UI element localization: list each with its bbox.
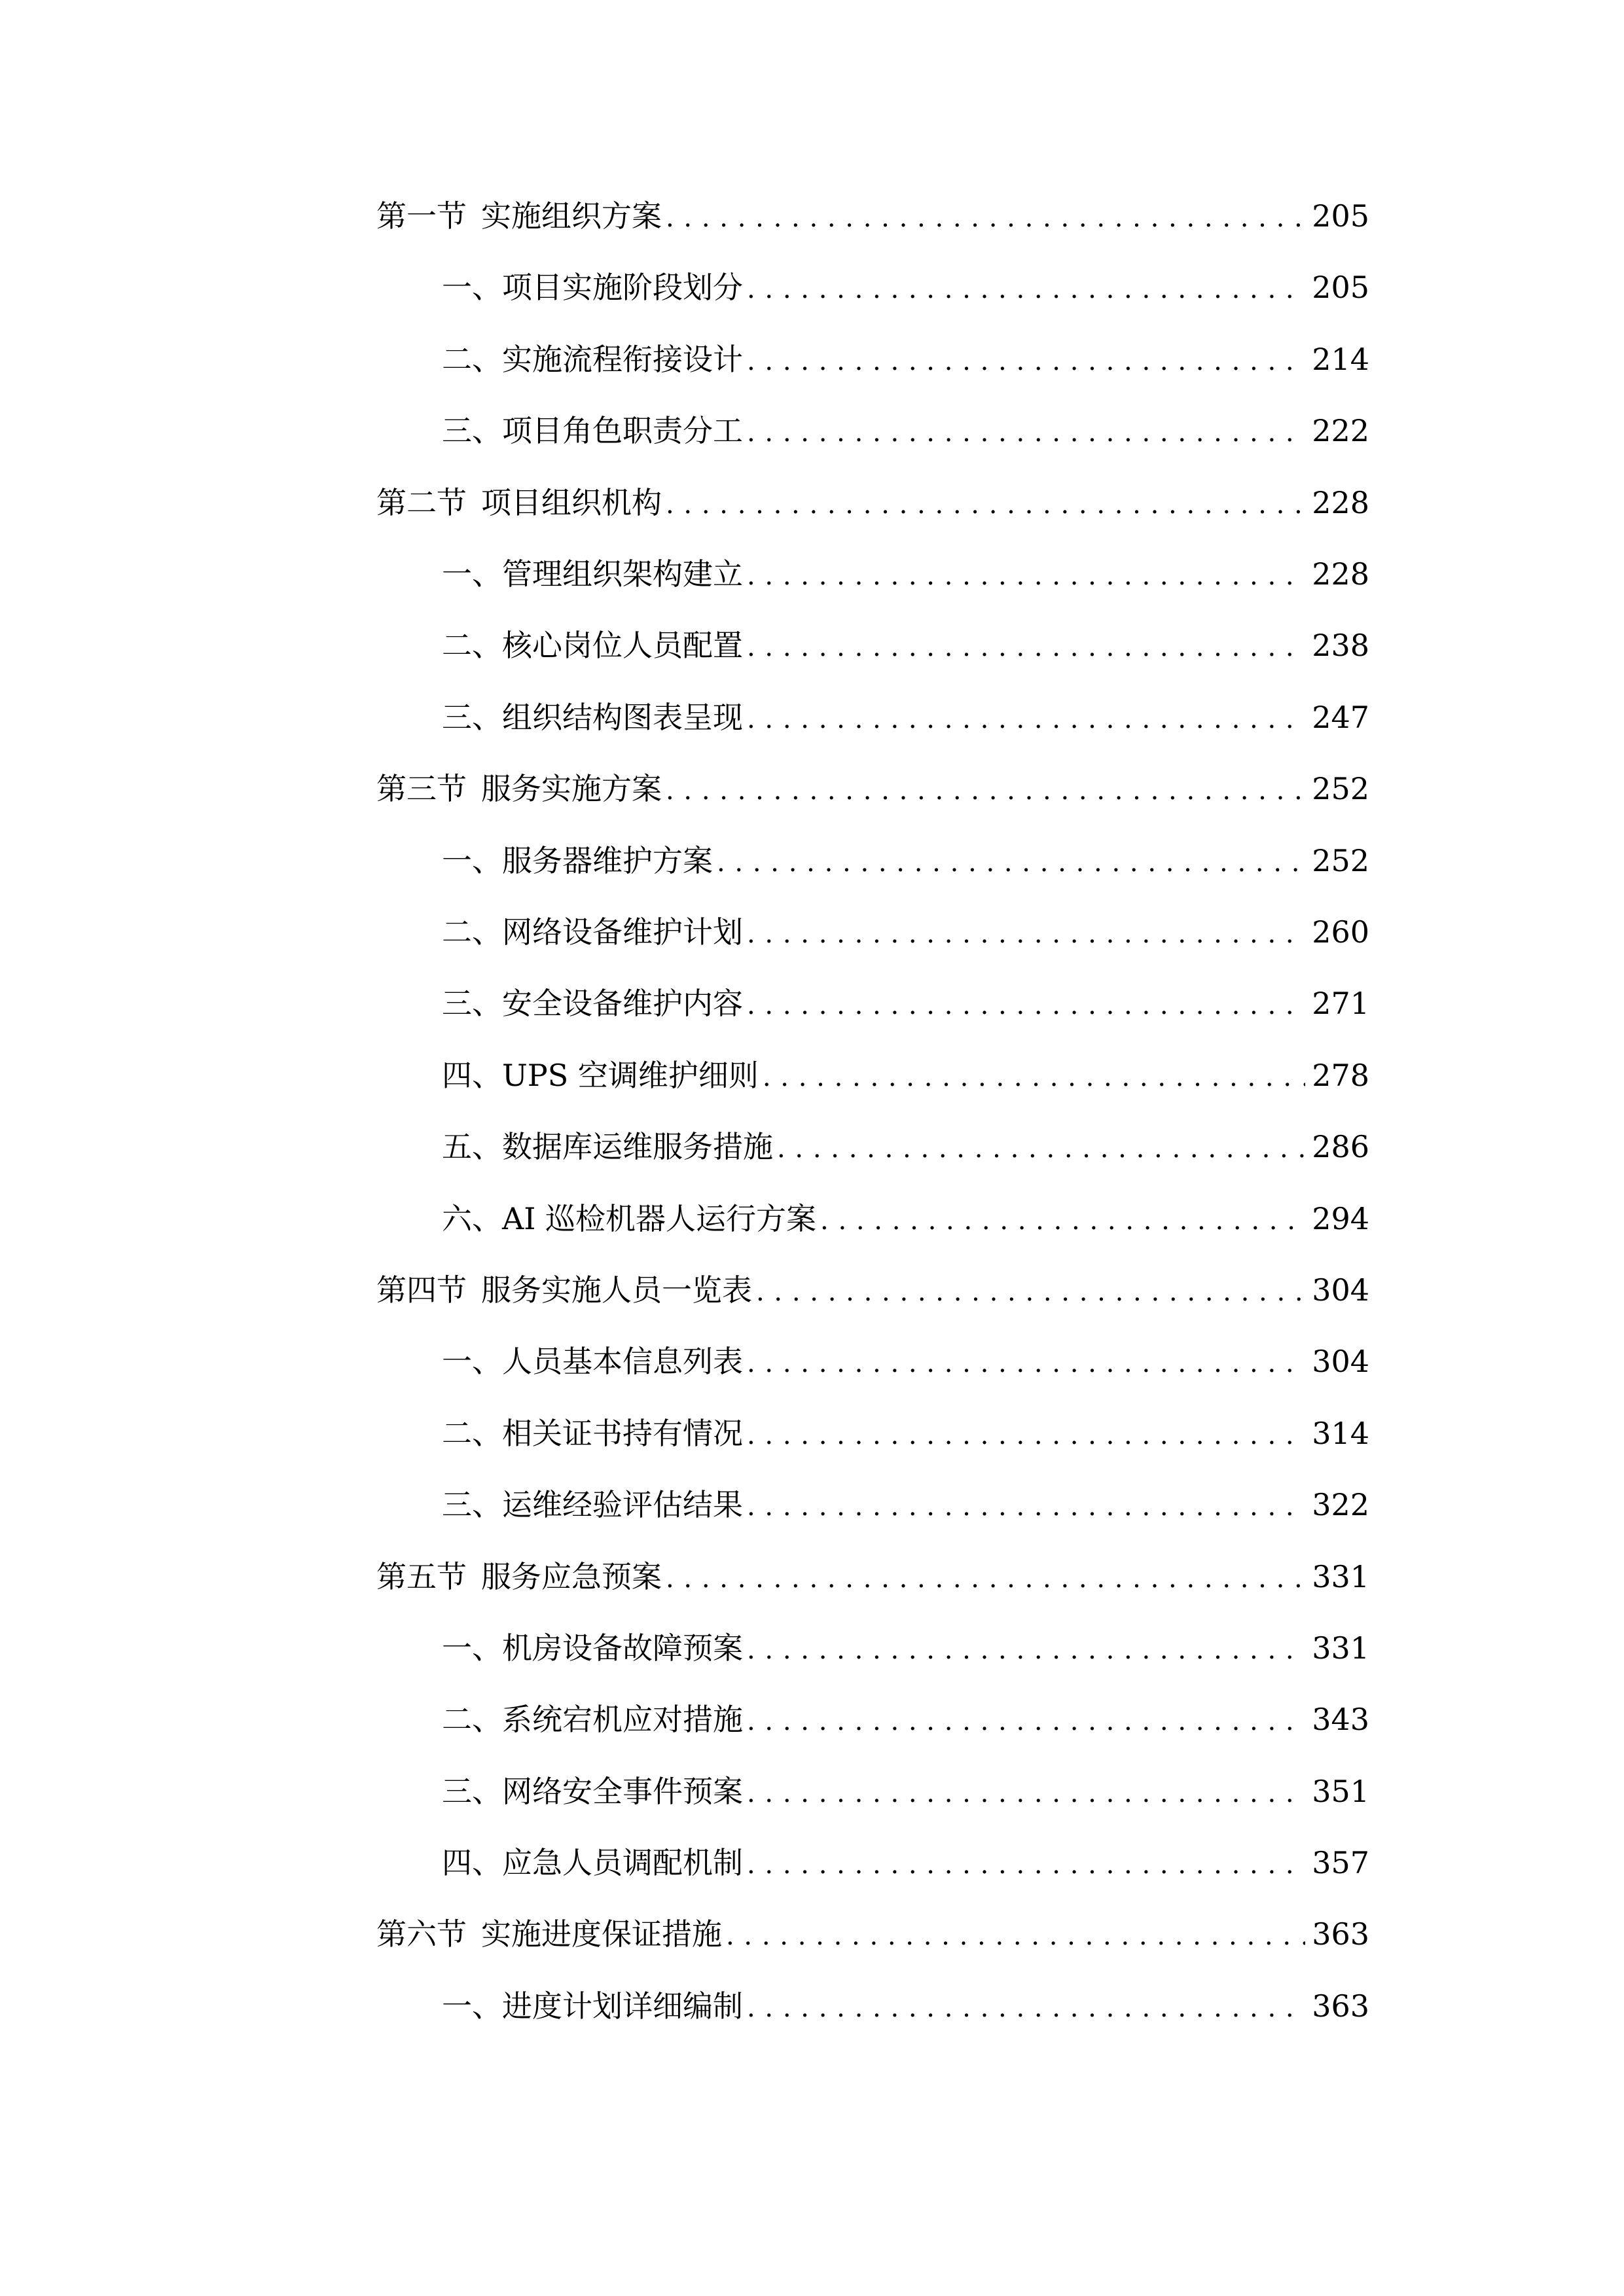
item-number: 三、 xyxy=(442,986,502,1021)
item-number: 一、 xyxy=(442,270,502,305)
toc-item-entry[interactable] xyxy=(442,1193,1369,1245)
entry-title: 实施流程衔接设计 xyxy=(502,342,743,377)
dot-leader xyxy=(747,1695,1305,1748)
item-number: 二、 xyxy=(442,628,502,663)
toc-item-entry[interactable] xyxy=(442,691,1369,744)
item-number: 四、 xyxy=(442,1058,502,1093)
entry-title: 运维经验评估结果 xyxy=(502,1487,743,1522)
item-number: 一、 xyxy=(442,1630,502,1666)
item-number: 二、 xyxy=(442,1702,502,1737)
item-number: 三、 xyxy=(442,413,502,448)
toc-section-entry[interactable] xyxy=(376,1551,1369,1603)
dot-leader xyxy=(666,764,1305,817)
page-number: 214 xyxy=(1312,342,1369,377)
entry-title: 服务实施方案 xyxy=(481,771,662,806)
dot-leader xyxy=(747,335,1305,387)
entry-title: 相关证书持有情况 xyxy=(502,1416,743,1451)
toc-item-entry[interactable] xyxy=(442,1693,1369,1746)
toc-item-entry[interactable] xyxy=(442,1765,1369,1818)
item-number: 三、 xyxy=(442,1487,502,1522)
toc-section-entry[interactable] xyxy=(376,476,1369,529)
page-number: 205 xyxy=(1312,270,1369,305)
dot-leader xyxy=(747,1767,1305,1820)
dot-leader xyxy=(747,1624,1305,1676)
toc-item-entry[interactable] xyxy=(442,333,1369,386)
item-number: 二、 xyxy=(442,342,502,377)
dot-leader xyxy=(747,406,1305,459)
entry-title: 安全设备维护内容 xyxy=(502,986,743,1021)
toc-item-entry[interactable] xyxy=(442,1121,1369,1173)
toc-item-entry[interactable] xyxy=(442,1980,1369,2032)
item-number: 一、 xyxy=(442,1344,502,1379)
dot-leader xyxy=(747,693,1305,745)
page-number: 228 xyxy=(1312,556,1369,592)
item-number: 四、 xyxy=(442,1845,502,1880)
toc-section-entry[interactable] xyxy=(376,762,1369,815)
page-number: 343 xyxy=(1312,1702,1369,1737)
page-number: 260 xyxy=(1312,914,1369,950)
toc-item-entry[interactable] xyxy=(442,977,1369,1030)
page-number: 304 xyxy=(1312,1344,1369,1379)
entry-title: 服务应急预案 xyxy=(481,1559,662,1594)
dot-leader xyxy=(747,979,1305,1031)
page-number: 357 xyxy=(1312,1845,1369,1880)
toc-item-entry[interactable] xyxy=(442,1837,1369,1889)
item-number: 三、 xyxy=(442,700,502,735)
toc-item-entry[interactable] xyxy=(442,1407,1369,1460)
page-number: 331 xyxy=(1312,1630,1369,1666)
page-number: 351 xyxy=(1312,1774,1369,1809)
entry-title: AI 巡检机器人运行方案 xyxy=(502,1201,817,1236)
dot-leader xyxy=(747,1480,1305,1533)
section-number: 第二节 xyxy=(376,485,467,520)
dot-leader xyxy=(747,550,1305,602)
dot-leader xyxy=(747,1409,1305,1462)
item-number: 五、 xyxy=(442,1129,502,1164)
entry-title: 人员基本信息列表 xyxy=(502,1344,743,1379)
toc-item-entry[interactable] xyxy=(442,548,1369,600)
page-number: 294 xyxy=(1312,1201,1369,1236)
entry-title: UPS 空调维护细则 xyxy=(502,1058,759,1093)
entry-title: 网络设备维护计划 xyxy=(502,914,743,950)
entry-title: 管理组织架构建立 xyxy=(502,556,743,592)
item-number: 二、 xyxy=(442,914,502,950)
item-number: 三、 xyxy=(442,1774,502,1809)
dot-leader xyxy=(747,263,1305,315)
dot-leader xyxy=(747,1337,1305,1390)
item-number: 一、 xyxy=(442,556,502,592)
dot-leader xyxy=(747,908,1305,960)
entry-title: 实施进度保证措施 xyxy=(481,1916,722,1952)
page-number: 252 xyxy=(1312,771,1369,806)
section-number: 第五节 xyxy=(376,1559,467,1594)
entry-title: 服务实施人员一览表 xyxy=(481,1272,752,1308)
toc-item-entry[interactable] xyxy=(442,834,1369,887)
entry-title: 机房设备故障预案 xyxy=(502,1630,743,1666)
entry-title: 项目角色职责分工 xyxy=(502,413,743,448)
dot-leader xyxy=(666,1552,1305,1605)
toc-item-entry[interactable] xyxy=(442,1479,1369,1531)
page-number: 304 xyxy=(1312,1272,1369,1308)
entry-title: 项目组织机构 xyxy=(481,485,662,520)
toc-section-entry[interactable] xyxy=(376,1264,1369,1316)
dot-leader xyxy=(726,1910,1305,1962)
toc-item-entry[interactable] xyxy=(442,404,1369,457)
entry-title: 网络安全事件预案 xyxy=(502,1774,743,1809)
page-number: 286 xyxy=(1312,1129,1369,1164)
entry-title: 数据库运维服务措施 xyxy=(502,1129,773,1164)
section-number: 第六节 xyxy=(376,1916,467,1952)
entry-title: 项目实施阶段划分 xyxy=(502,270,743,305)
entry-title: 核心岗位人员配置 xyxy=(502,628,743,663)
page-number: 222 xyxy=(1312,413,1369,448)
dot-leader xyxy=(666,192,1305,244)
entry-title: 服务器维护方案 xyxy=(502,843,713,878)
dot-leader xyxy=(747,1982,1305,2034)
toc-section-entry[interactable] xyxy=(376,1908,1369,1960)
page-number: 278 xyxy=(1312,1058,1369,1093)
toc-section-entry[interactable] xyxy=(376,190,1369,242)
page-number: 247 xyxy=(1312,700,1369,735)
toc-item-entry[interactable] xyxy=(442,1335,1369,1388)
dot-leader xyxy=(717,836,1305,889)
page-number: 205 xyxy=(1312,198,1369,234)
page-number: 322 xyxy=(1312,1487,1369,1522)
page-number: 271 xyxy=(1312,986,1369,1021)
toc-item-entry[interactable] xyxy=(442,261,1369,314)
dot-leader xyxy=(777,1122,1305,1175)
item-number: 一、 xyxy=(442,843,502,878)
page-number: 314 xyxy=(1312,1416,1369,1451)
toc-item-entry[interactable] xyxy=(442,1622,1369,1674)
page-number: 331 xyxy=(1312,1559,1369,1594)
entry-title: 进度计划详细编制 xyxy=(502,1988,743,2024)
page-number: 238 xyxy=(1312,628,1369,663)
section-number: 第三节 xyxy=(376,771,467,806)
item-number: 二、 xyxy=(442,1416,502,1451)
entry-title: 实施组织方案 xyxy=(481,198,662,234)
dot-leader xyxy=(820,1194,1305,1247)
section-number: 第四节 xyxy=(376,1272,467,1308)
dot-leader xyxy=(756,1266,1305,1318)
section-number: 第一节 xyxy=(376,198,467,234)
page-number: 363 xyxy=(1312,1916,1369,1952)
page-number: 252 xyxy=(1312,843,1369,878)
toc-item-entry[interactable] xyxy=(442,906,1369,958)
item-number: 一、 xyxy=(442,1988,502,2024)
entry-title: 组织结构图表呈现 xyxy=(502,700,743,735)
dot-leader xyxy=(763,1051,1305,1103)
page-number: 363 xyxy=(1312,1988,1369,2024)
entry-title: 系统宕机应对措施 xyxy=(502,1702,743,1737)
dot-leader xyxy=(666,478,1305,531)
toc-item-entry[interactable] xyxy=(442,1049,1369,1102)
item-number: 六、 xyxy=(442,1201,502,1236)
toc-item-entry[interactable] xyxy=(442,619,1369,672)
page-number: 228 xyxy=(1312,485,1369,520)
dot-leader xyxy=(747,621,1305,673)
entry-title: 应急人员调配机制 xyxy=(502,1845,743,1880)
dot-leader xyxy=(747,1839,1305,1891)
